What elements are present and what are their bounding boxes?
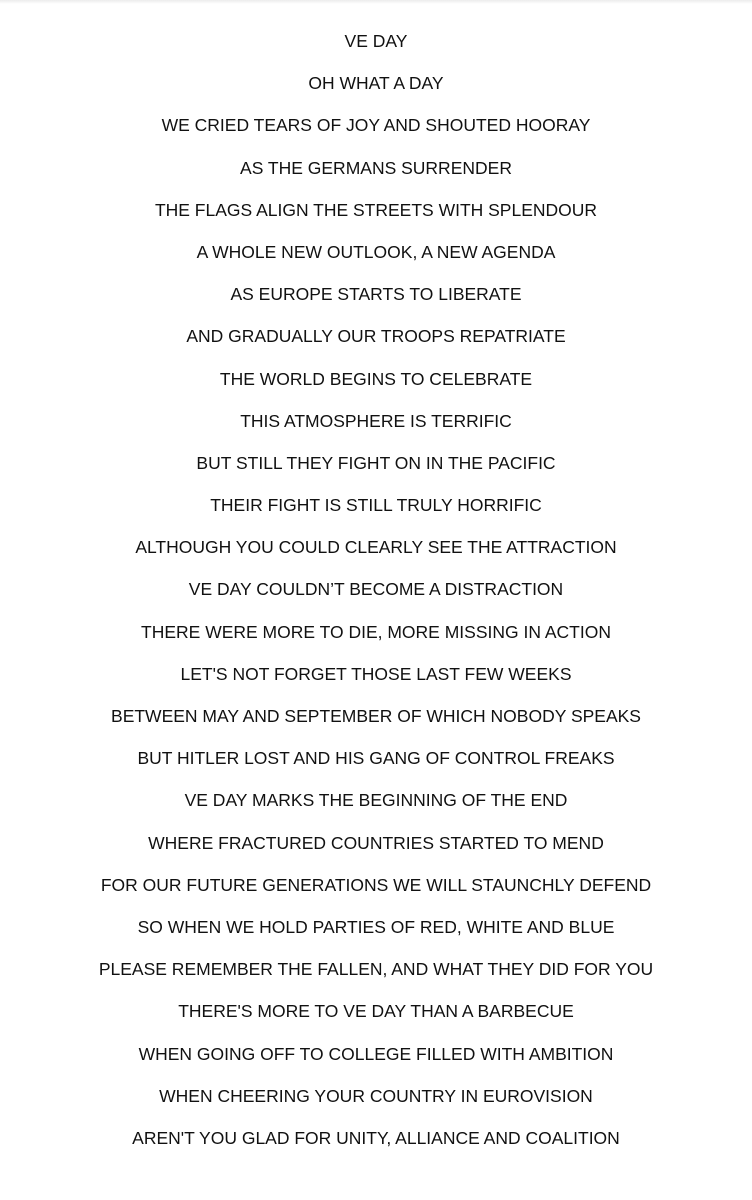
poem-line: BETWEEN MAY AND SEPTEMBER OF WHICH NOBODY SPEAKS — [111, 706, 641, 726]
poem-body — [0, 30, 752, 1169]
poem-line: WHEN CHEERING YOUR COUNTRY IN EUROVISION — [159, 1085, 593, 1106]
poem-title: VE DAY — [344, 31, 408, 51]
poem-line: AND GRADUALLY OUR TROOPS REPATRIATE — [186, 326, 566, 347]
poem-line: A WHOLE NEW OUTLOOK, A NEW AGENDA — [196, 241, 556, 262]
poem-line: LET'S NOT FORGET THOSE LAST FEW WEEKS — [180, 663, 572, 684]
poem-line: WHERE FRACTURED COUNTRIES STARTED TO MEND — [148, 832, 604, 853]
poem-line: THE FLAGS ALIGN THE STREETS WITH SPLENDOUR — [154, 199, 598, 220]
poem-line: VE DAY MARKS THE BEGINNING OF THE END — [184, 790, 568, 811]
poem-line: OH WHAT A DAY — [308, 73, 444, 94]
poem-line: BUT STILL THEY FIGHT ON IN THE PACIFIC — [196, 452, 556, 473]
poem-line: THERE WERE MORE TO DIE, MORE MISSING IN ACTION — [141, 621, 611, 642]
poem-line: THIS ATMOSPHERE IS TERRIFIC — [240, 410, 512, 431]
top-edge-shadow — [0, 0, 752, 4]
poem-line: FOR OUR FUTURE GENERATIONS WE WILL STAUNCHLY DEFEND — [100, 874, 652, 895]
poem-line: THEIR FIGHT IS STILL TRULY HORRIFIC — [210, 495, 542, 516]
poem-line: WHEN GOING OFF TO COLLEGE FILLED WITH AMBITION — [138, 1043, 614, 1064]
poem-line: VE DAY COULDN’T BECOME A DISTRACTION — [188, 579, 564, 600]
poem-line: ALTHOUGH YOU COULD CLEARLY SEE THE ATTRACTION — [135, 537, 617, 558]
poem-line: THE WORLD BEGINS TO CELEBRATE — [219, 368, 533, 389]
poem-line: AS THE GERMANS SURRENDER — [240, 157, 512, 178]
poem-line: PLEASE REMEMBER THE FALLEN, AND WHAT THEY DID FOR YOU — [98, 959, 654, 980]
poem-line: SO WHEN WE HOLD PARTIES OF RED, WHITE AND BLUE — [137, 916, 615, 937]
poem-line: THERE'S MORE TO VE DAY THAN A BARBECUE — [178, 1001, 574, 1022]
poem-line: WE CRIED TEARS OF JOY AND SHOUTED HOORAY — [161, 115, 591, 136]
poem-line: BUT HITLER LOST AND HIS GANG OF CONTROL FREAKS — [137, 748, 615, 769]
poem-line: AREN'T YOU GLAD FOR UNITY, ALLIANCE AND COALITION — [132, 1127, 620, 1148]
poem-line: AS EUROPE STARTS TO LIBERATE — [230, 284, 522, 305]
